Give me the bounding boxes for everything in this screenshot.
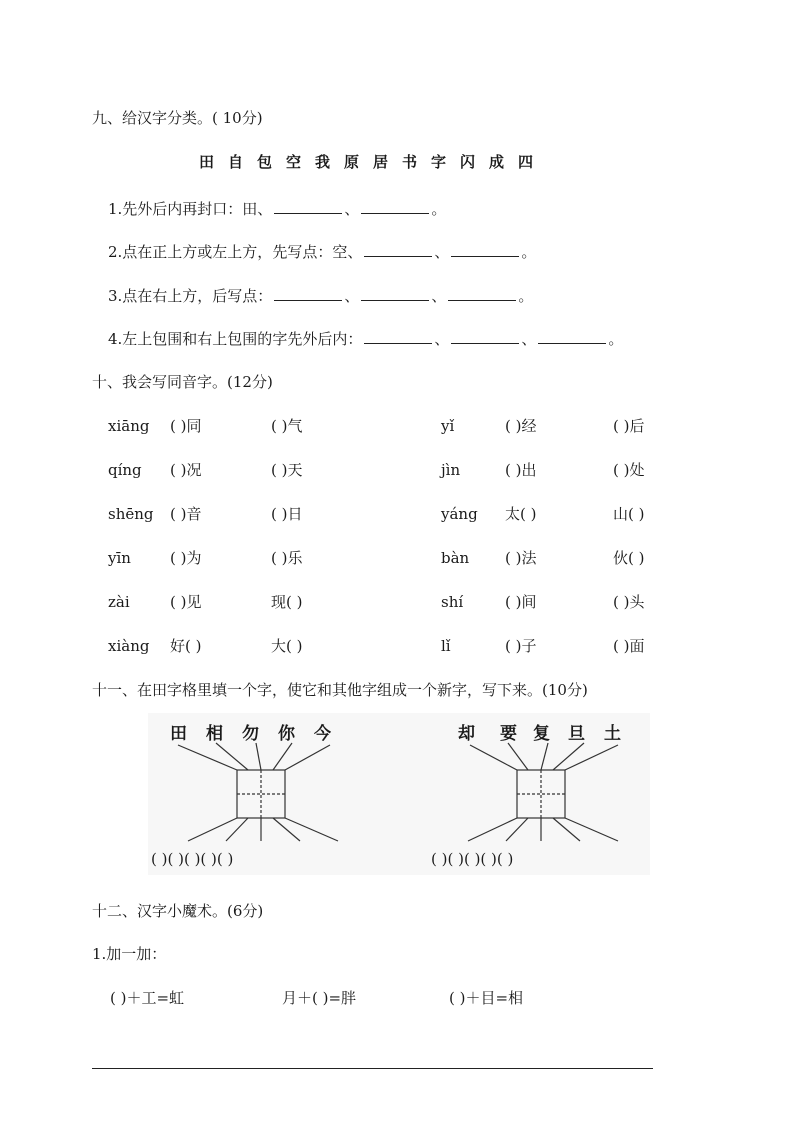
period: 。 [608,330,624,348]
question-9-4 [108,329,623,349]
pinyin-label: yáng [441,505,478,523]
pinyin-label: xiàng [108,637,150,655]
puzzle-char-right: 却 [458,724,475,744]
answer-blank[interactable] [448,286,516,301]
puzzle-char-left: 相 [206,724,223,744]
homophone-blank[interactable]: ( )法 [505,549,537,567]
homophone-blank[interactable]: ( )见 [170,593,202,611]
pinyin-label: yǐ [441,417,455,435]
separator: 、 [434,243,450,261]
homophone-blank[interactable]: ( )经 [505,417,537,435]
homophone-blank[interactable]: ( )头 [613,593,645,611]
footer-divider [92,1068,653,1069]
char-item: 成 [489,153,505,171]
subsection-add: 1.加一加： [92,945,167,963]
char-item: 字 [431,153,447,171]
answer-blank[interactable] [274,199,342,214]
puzzle-char-right: 复 [533,724,550,744]
pinyin-label: shí [441,593,464,611]
puzzle-char-left: 勿 [242,724,259,744]
answer-parens-right[interactable]: ( )( )( )( )( ) [431,850,514,868]
homophone-blank[interactable]: ( )间 [505,593,537,611]
question-text: 2.点在正上方或左上方，先写点：空、 [108,243,363,261]
answer-blank[interactable] [364,242,432,257]
answer-blank[interactable] [451,329,519,344]
homophone-blank[interactable]: 好( ) [170,637,202,655]
period: 。 [518,287,534,305]
period: 。 [431,200,447,218]
pinyin-label: jìn [441,461,461,479]
question-9-2 [108,242,536,262]
homophone-blank[interactable]: ( )日 [271,505,303,523]
char-item: 书 [402,153,418,171]
homophone-blank[interactable]: ( )气 [271,417,303,435]
separator: 、 [344,200,360,218]
homophone-blank[interactable]: ( )同 [170,417,202,435]
homophone-blank[interactable]: 现( ) [271,593,303,611]
homophone-blank[interactable]: ( )处 [613,461,645,479]
pinyin-label: bàn [441,549,470,567]
puzzle-char-right: 旦 [568,724,585,744]
period: 。 [521,243,537,261]
separator: 、 [521,330,537,348]
pinyin-label: yīn [108,549,131,567]
answer-blank[interactable] [451,242,519,257]
separator: 、 [431,287,447,305]
homophone-blank[interactable]: ( )乐 [271,549,303,567]
puzzle-char-left: 田 [170,724,187,744]
separator: 、 [434,330,450,348]
homophone-blank[interactable]: ( )音 [170,505,202,523]
question-9-3 [108,286,533,306]
char-item: 原 [344,153,360,171]
puzzle-char-left: 你 [278,724,295,744]
homophone-blank[interactable]: 伙( ) [613,549,645,567]
answer-parens-left[interactable]: ( )( )( )( )( ) [151,850,234,868]
separator: 、 [344,287,360,305]
char-item: 田 [199,153,215,171]
pinyin-label: lǐ [441,637,451,655]
homophone-blank[interactable]: 山( ) [613,505,645,523]
answer-blank[interactable] [361,199,429,214]
homophone-blank[interactable]: ( )况 [170,461,202,479]
question-9-1 [108,199,446,219]
char-item: 包 [257,153,273,171]
pinyin-label: shēng [108,505,154,523]
answer-blank[interactable] [364,329,432,344]
char-item: 我 [315,153,331,171]
answer-blank[interactable] [361,286,429,301]
equation-1[interactable]: ( )＋工=虹 [110,989,185,1007]
homophone-blank[interactable]: ( )天 [271,461,303,479]
pinyin-label: xiāng [108,417,150,435]
question-text: 4.左上包围和右上包围的字先外后内： [108,330,363,348]
pinyin-label: qíng [108,461,142,479]
char-item: 四 [518,153,534,171]
equation-2[interactable]: 月＋( )=胖 [282,989,357,1007]
homophone-blank[interactable]: ( )后 [613,417,645,435]
homophone-blank[interactable]: ( )子 [505,637,537,655]
pinyin-label: zài [108,593,130,611]
answer-blank[interactable] [274,286,342,301]
homophone-blank[interactable]: ( )面 [613,637,645,655]
homophone-blank[interactable]: ( )为 [170,549,202,567]
section-9-title: 九、给汉字分类。( 10分) [92,109,263,127]
equation-3[interactable]: ( )＋目=相 [449,989,524,1007]
tianzige-puzzle [148,713,650,875]
question-text: 3.点在右上方，后写点： [108,287,273,305]
puzzle-char-right: 土 [604,724,621,744]
question-text: 1.先外后内再封口：田、 [108,200,273,218]
section-11-title: 十一、在田字格里填一个字，使它和其他字组成一个新字，写下来。(10分) [92,681,588,699]
char-item: 居 [373,153,389,171]
char-item: 空 [286,153,302,171]
character-list [199,152,547,172]
char-item: 自 [228,153,244,171]
section-12-title: 十二、汉字小魔术。(6分) [92,902,264,920]
section-10-title: 十、我会写同音字。(12分) [92,373,273,391]
homophone-blank[interactable]: 太( ) [505,505,537,523]
puzzle-char-left: 今 [314,724,331,744]
homophone-blank[interactable]: 大( ) [271,637,303,655]
answer-blank[interactable] [538,329,606,344]
homophone-blank[interactable]: ( )出 [505,461,537,479]
char-item: 闪 [460,153,476,171]
puzzle-char-right: 要 [500,724,517,744]
